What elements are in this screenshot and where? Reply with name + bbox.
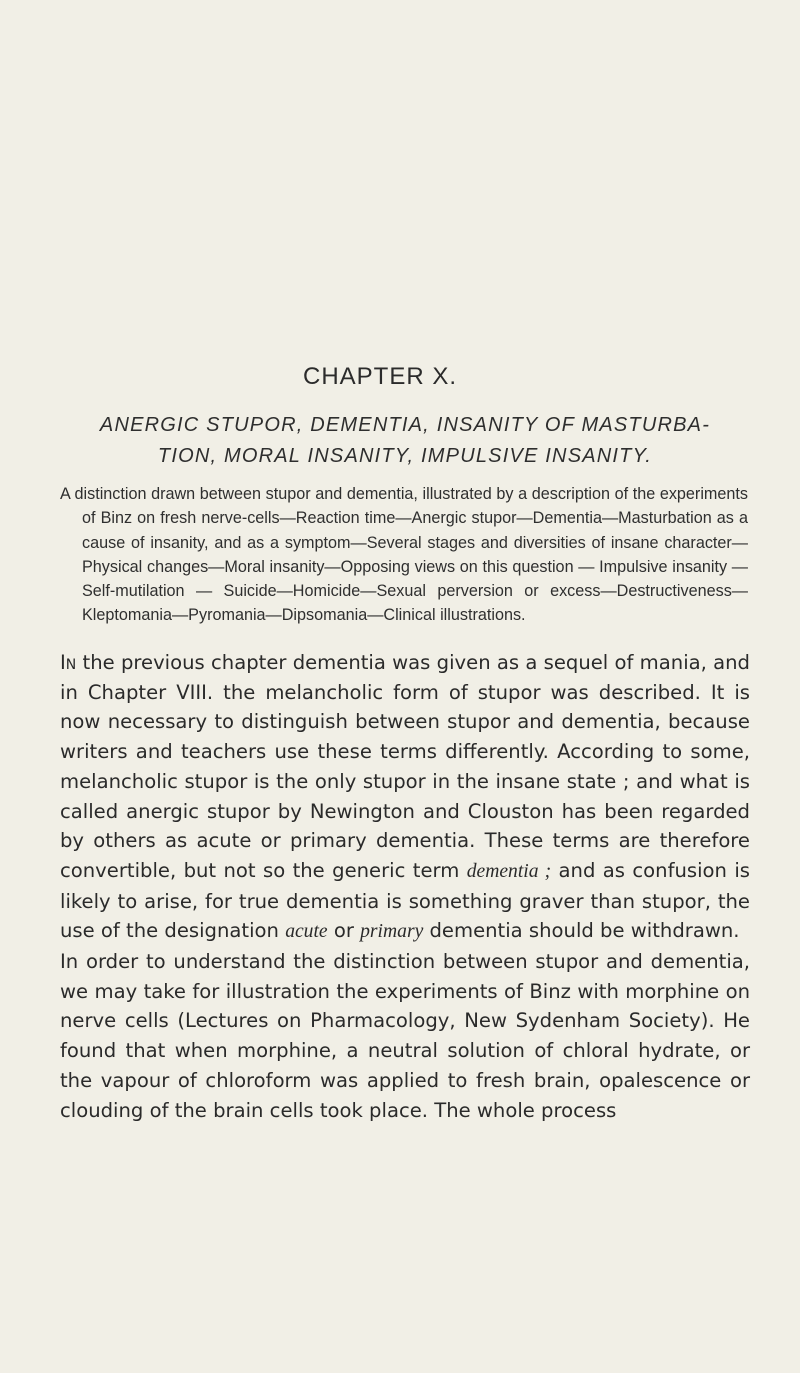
chapter-heading-line-2: TION, MORAL INSANITY, IMPULSIVE INSANITY.: [157, 445, 653, 467]
paragraph-1-text-c: or: [327, 919, 361, 943]
chapter-synopsis: A distinction drawn between stupor and dementia, illustrated by a description of the experiments of Binz on fresh nerve-cells—Reaction time—Anergic stupor—Dementia—Masturbation as a cause of insanity, and as a symptom—Several stages and diversities of insane character—Physical changes—Moral insanity—Opposing views on this question — Impulsive insanity — Self-mutilation — Suicide—Homicide—Sexual perversion or excess—Destructiveness—Kleptomania—Pyromania—Dipsomania—Clinical illustrations.: [60, 485, 748, 625]
paragraph-1-text-b: and as confusion is likely to arise, for true dementia is something graver than stupor, the use of the designation: [60, 858, 750, 943]
paragraph-1-text-a: the previous chapter dementia was given as a sequel of mania, and in Chapter VIII. the melancholic form of stupor was described. It is now necessary to distinguish between stupor and dementia, because writers and teachers use these terms differently. According to some, melancholic stupor is the only stupor in the insane state ; and what is called anergic stupor by Newington and Clouston has been regarded by others as acute or primary dementia. These terms are therefore convertible, but not so the generic term: [60, 651, 750, 882]
chapter-heading: [60, 410, 750, 472]
body-text: [60, 648, 750, 1125]
paragraph-2: In order to understand the distinction between stupor and dementia, we may take for illustration the experiments of Binz with morphine on nerve cells (Lectures on Pharmacology, New Sydenham Society). He found that when morphine, a neutral solution of chloral hydrate, or the vapour of chloroform was applied to fresh brain, opalescence or clouding of the brain cells took place. The whole process: [60, 950, 750, 1122]
chapter-heading-line-1: ANERGIC STUPOR, DEMENTIA, INSANITY OF MASTURBA-: [99, 414, 711, 436]
emphasis-dementia: dementia ;: [466, 860, 552, 882]
paragraph-lead-word: In: [60, 651, 77, 674]
paragraph-1-text-d: dementia should be withdrawn.: [423, 919, 740, 943]
chapter-title: CHAPTER X.: [302, 363, 458, 390]
emphasis-acute: acute: [285, 921, 328, 943]
emphasis-primary: primary: [360, 921, 424, 943]
paragraph-1: [60, 648, 750, 947]
